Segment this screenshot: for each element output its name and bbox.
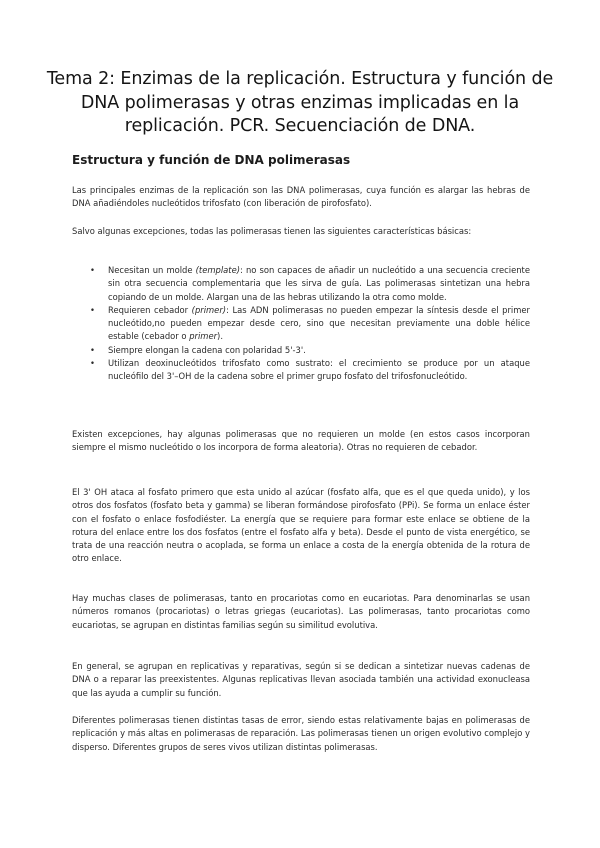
- bullet-icon: •: [90, 344, 95, 355]
- paragraph: Existen excepciones, hay algunas polimerasas que no requieren un molde (en estos casos incorporan siempre el mismo nucleótido o los incorpora de forma aleatoria). Otras no requieren de cebador.: [72, 429, 530, 453]
- paragraph: Diferentes polimerasas tienen distintas tasas de error, siendo estas relativamente bajas en polimerasas de replicación y más altas en polimerasas de reparación. Las polimerasas tienen un origen evolutivo complejo y disperso. Diferentes grupos de seres vivos utilizan distintas polimerasas.: [72, 715, 530, 752]
- paragraph: El 3' OH ataca al fosfato primero que esta unido al azúcar (fosfato alfa, que es el que queda unido), y los otros dos fosfatos (fosfato beta y gamma) se liberan formándose pirofosfato (PPi). Se forma un enlace éster con el fosfato o enlace fosfodiéster. La energía que se requiere para formar este enlace se obtiene de la rotura del enlace entre los dos fosfatos (entre el fosfato alfa y beta). Desde el punto de vista energético, se trata de una reacción neutra o acoplada, se forma un enlace a costa de la energía obtenida de la rotura de otro enlace.: [72, 487, 530, 564]
- paragraph: Hay muchas clases de polimerasas, tanto en procariotas como en eucariotas. Para denominarlas se usan números romanos (procariotas) o letras griegas (eucariotas). Las polimerasas, tanto procariotas como eucariotas, se agrupan en distintas familias según su similitud evolutiva.: [72, 593, 530, 630]
- list-item: • Necesitan un molde (template): no son capaces de añadir un nucleótido a una secuencia creciente sin otra secuencia complementaria que les sirva de guía. Las polimerasas sintetizan una hebra copiando de un molde. Alargan una de las hebras utilizando la otra como molde.: [90, 265, 530, 302]
- section-heading: Estructura y función de DNA polimerasas: [72, 153, 351, 167]
- paragraph: En general, se agrupan en replicativas y reparativas, según si se dedican a sintetizar nuevas cadenas de DNA o a reparar las preexistentes. Algunas replicativas llevan asociada también una actividad exonucleasa que las ayuda a cumplir su función.: [72, 661, 530, 698]
- bullet-icon: •: [90, 304, 95, 315]
- list-item: • Requieren cebador (primer): Las ADN polimerasas no pueden empezar la síntesis desde el primer nucleótido,no pueden empezar desde cero, sino que necesitan previamente una doble hélice estable (cebador o primer).: [90, 304, 530, 342]
- list-item: • Utilizan deoxinucleótidos trifosfato como sustrato: el crecimiento se produce por un ataque nucleófilo del 3'–OH de la cadena sobre el primer grupo fosfato del trifosfonucleótido.: [90, 358, 530, 382]
- page-title: Tema 2: Enzimas de la replicación. Estructura y función de DNA polimerasas y otras enzimas implicadas en la replicación. PCR. Secuenciación de DNA.: [46, 69, 554, 136]
- bullet-icon: •: [90, 265, 95, 275]
- list-item: • Siempre elongan la cadena con polaridad 5'-3'.: [72, 344, 530, 357]
- characteristics-list: [72, 264, 530, 384]
- bullet-icon: •: [90, 358, 95, 369]
- paragraph: Salvo algunas excepciones, todas las polimerasas tienen las siguientes características básicas:: [72, 226, 472, 236]
- paragraph: Las principales enzimas de la replicación son las DNA polimerasas, cuya función es alargar las hebras de DNA añadiéndoles nucleótidos trifosfato (con liberación de pirofosfato).: [72, 185, 530, 209]
